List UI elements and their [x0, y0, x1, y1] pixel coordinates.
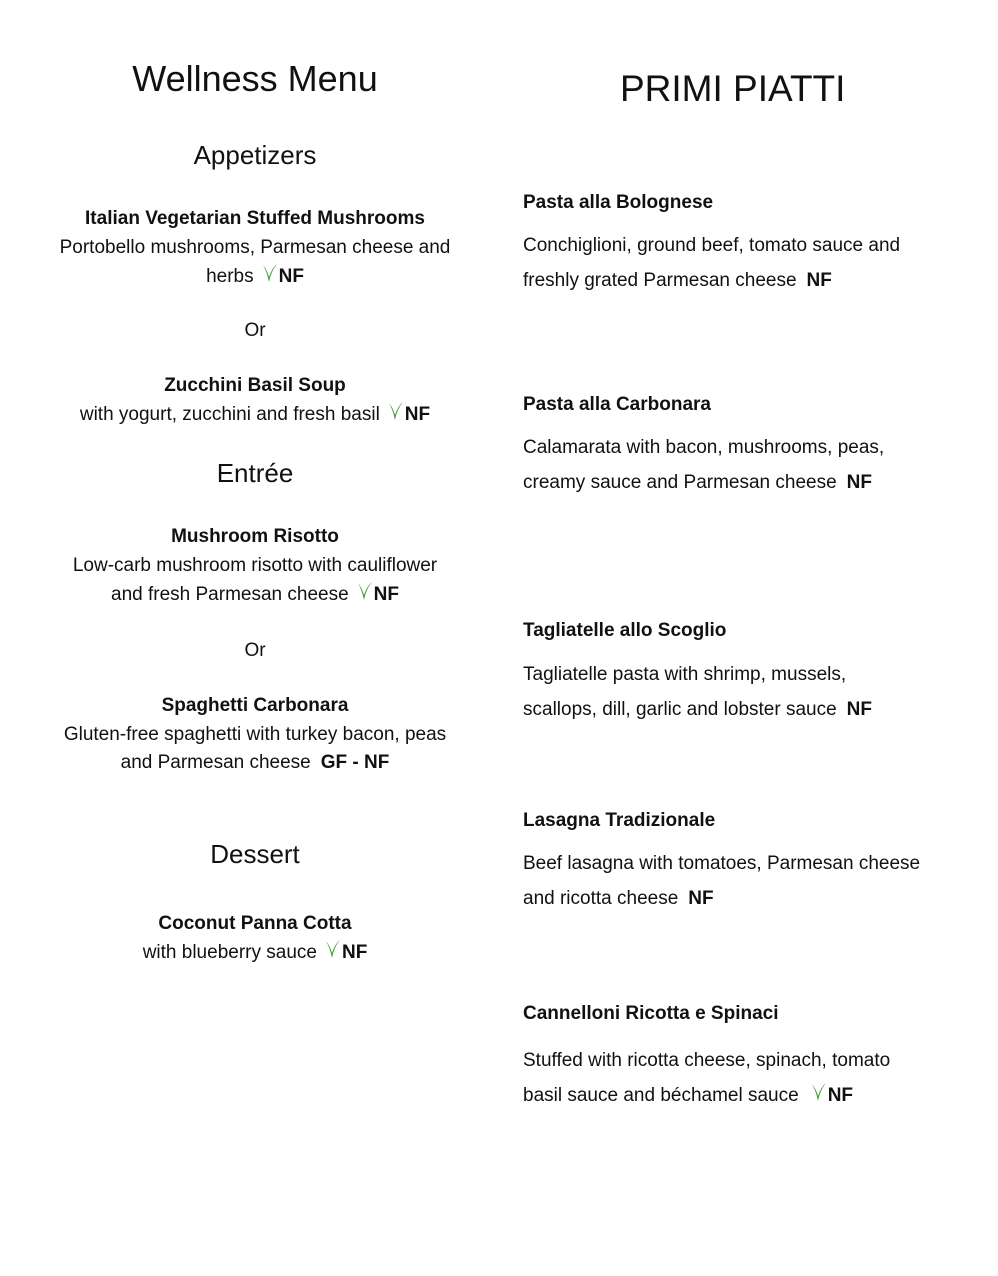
dish-description: Low-carb mushroom risotto with cauliflower and fresh Parmesan cheese NF	[72, 555, 438, 605]
dish-name: Mushroom Risotto	[171, 526, 339, 547]
dietary-tag: NF	[373, 584, 399, 605]
wellness-menu-title: Wellness Menu	[132, 58, 378, 99]
dietary-tag: NF	[806, 270, 832, 291]
dish-name: Zucchini Basil Soup	[164, 375, 346, 396]
dish-name: Tagliatelle allo Scoglio	[523, 620, 727, 641]
or-separator: Or	[244, 320, 266, 341]
dish-description: with blueberry sauce NF	[20, 938, 490, 967]
or-separator: Or	[244, 640, 266, 661]
dish-description: with yogurt, zucchini and fresh basil NF	[20, 400, 490, 429]
dietary-tag: NF	[846, 472, 872, 493]
dish-description: Tagliatelle pasta with shrimp, mussels, scallops, dill, garlic and lobster sauce NF	[523, 664, 872, 720]
dietary-tag: NF	[827, 1085, 854, 1106]
dish-name: Pasta alla Bolognese	[523, 192, 714, 213]
dish-description: Stuffed with ricotta cheese, spinach, tomato basil sauce and béchamel sauce NF	[523, 1050, 891, 1106]
appetizers-heading: Appetizers	[193, 140, 317, 170]
dish-name: Italian Vegetarian Stuffed Mushrooms	[85, 208, 425, 229]
dish-name: Lasagna Tradizionale	[523, 810, 716, 831]
dietary-tag: NF	[341, 942, 368, 963]
dessert-heading: Dessert	[210, 839, 300, 869]
dietary-tag: NF	[278, 266, 304, 287]
dish-description: Calamarata with bacon, mushrooms, peas, creamy sauce and Parmesan cheese NF	[523, 437, 885, 493]
dish-name: Coconut Panna Cotta	[158, 913, 352, 934]
leaf-icon	[325, 938, 341, 960]
dietary-tag: NF	[846, 699, 872, 720]
dietary-tag: GF - NF	[320, 752, 390, 773]
entree-heading: Entrée	[216, 458, 294, 488]
dish-description: Portobello mushrooms, Parmesan cheese and herbs NF	[59, 237, 451, 287]
dietary-tag: NF	[404, 404, 431, 425]
leaf-icon	[811, 1081, 827, 1103]
dish-name: Cannelloni Ricotta e Spinaci	[523, 1003, 779, 1024]
primi-piatti-title: PRIMI PIATTI	[620, 68, 846, 109]
dish-description: Conchiglioni, ground beef, tomato sauce and freshly grated Parmesan cheese NF	[523, 235, 901, 291]
leaf-icon	[388, 400, 404, 422]
dish-description: Gluten-free spaghetti with turkey bacon, peas and Parmesan cheese GF - NF	[63, 724, 447, 773]
dish-name: Pasta alla Carbonara	[523, 394, 711, 415]
leaf-icon	[262, 262, 278, 284]
dish-name: Spaghetti Carbonara	[161, 695, 349, 716]
dish-description: Beef lasagna with tomatoes, Parmesan cheese and ricotta cheese NF	[523, 853, 921, 909]
leaf-icon	[357, 580, 373, 602]
dietary-tag: NF	[688, 888, 714, 909]
